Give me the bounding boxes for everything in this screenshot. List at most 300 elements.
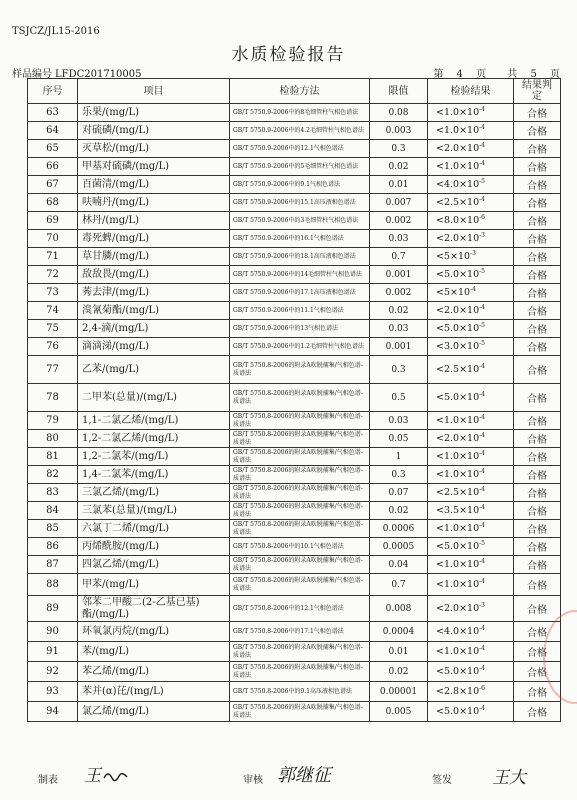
item-name: 1,2-二氯苯/(mg/L) (78, 448, 230, 466)
result-mantissa: <2.5×10 (436, 197, 480, 208)
limit-value: 0.07 (370, 484, 428, 502)
item-name: 乙苯/(mg/L) (78, 356, 230, 384)
result-exponent: -6 (479, 685, 485, 692)
limit-value: 0.5 (370, 384, 428, 412)
test-method: GB/T 5750.8-2006的附录A吹脱捕集/气相色谱-质谱法 (230, 384, 370, 412)
limit-value: 0.3 (370, 140, 428, 158)
item-name: 1,4-二氯苯/(mg/L) (78, 466, 230, 484)
limit-value: 0.04 (370, 556, 428, 574)
row-number: 66 (28, 158, 78, 176)
test-method: GB/T 5750.9-2006中的13气相色谱法 (230, 320, 370, 338)
result-exponent: -4 (479, 391, 485, 398)
test-result (428, 140, 514, 158)
row-number: 94 (28, 702, 78, 722)
row-number: 93 (28, 682, 78, 702)
row-number: 85 (28, 520, 78, 538)
result-mantissa: <5.0×10 (436, 392, 480, 403)
report-title: 水质检验报告 (231, 45, 346, 65)
result-mantissa: <1.0×10 (436, 107, 480, 118)
result-exponent: -4 (470, 286, 476, 293)
row-number: 86 (28, 538, 78, 556)
total-label-2: 页 (550, 69, 560, 80)
limit-value: 0.03 (370, 230, 428, 248)
verdict: 合格 (514, 284, 561, 302)
table-row (28, 302, 561, 320)
limit-value: 0.7 (370, 248, 428, 266)
verdict: 合格 (514, 682, 561, 702)
test-method: GB/T 5750.8-2006的附录A吹脱捕集/气相色谱-质谱法 (230, 520, 370, 538)
result-exponent: -4 (479, 142, 485, 149)
result-exponent: -4 (479, 304, 485, 311)
verdict: 合格 (514, 122, 561, 140)
result-exponent: -4 (479, 196, 485, 203)
limit-value: 0.0006 (370, 520, 428, 538)
item-name: 2,4-滴/(mg/L) (78, 320, 230, 338)
item-name: 二甲苯(总量)/(mg/L) (78, 384, 230, 412)
table-row (28, 448, 561, 466)
row-number: 70 (28, 230, 78, 248)
result-exponent: -5 (479, 340, 485, 347)
result-exponent: -6 (479, 214, 485, 221)
row-number: 92 (28, 662, 78, 682)
result-exponent: -4 (479, 645, 485, 652)
result-mantissa: <1.0×10 (436, 451, 480, 462)
item-name: 氯乙烯/(mg/L) (78, 702, 230, 722)
table-row (28, 682, 561, 702)
test-result (428, 702, 514, 722)
result-mantissa: <5×10 (436, 251, 471, 262)
test-result (428, 158, 514, 176)
page-label-2: 页 (476, 69, 487, 80)
table-row (28, 320, 561, 338)
verdict: 合格 (514, 338, 561, 356)
verdict: 合格 (514, 412, 561, 430)
test-method: GB/T 5750.9-2006中的11.1气相色谱法 (230, 302, 370, 320)
test-method: GB/T 5750.8-2006中的17.1气相色谱法 (230, 622, 370, 642)
reviewed-label: 审核 (243, 775, 263, 786)
verdict: 合格 (514, 104, 561, 122)
test-method: GB/T 5750.9-2006中的18.1高压液相色谱法 (230, 248, 370, 266)
verdict: 合格 (514, 266, 561, 284)
row-number: 76 (28, 338, 78, 356)
test-method: GB/T 5750.8-2006的附录A吹脱捕集/气相色谱-质谱法 (230, 356, 370, 384)
table-row (28, 622, 561, 642)
verdict: 合格 (514, 384, 561, 412)
test-method: GB/T 5750.9-2006中的4.2毛细管柱气相色谱法 (230, 122, 370, 140)
prepared-signature (82, 764, 132, 790)
verdict: 合格 (514, 140, 561, 158)
item-name: 三氯乙烯/(mg/L) (78, 484, 230, 502)
result-exponent: -4 (479, 106, 485, 113)
test-result (428, 356, 514, 384)
result-exponent: -4 (479, 124, 485, 131)
test-method: GB/T 5750.9-2006中的5毛细管柱气相色谱法 (230, 158, 370, 176)
limit-value: 0.02 (370, 302, 428, 320)
verdict: 合格 (514, 484, 561, 502)
table-row (28, 212, 561, 230)
result-exponent: -4 (479, 468, 485, 475)
result-mantissa: <1.0×10 (436, 579, 480, 590)
results-table-wrap (27, 78, 560, 722)
result-mantissa: <5.0×10 (436, 323, 480, 334)
limit-value: 0.002 (370, 284, 428, 302)
limit-value: 0.001 (370, 338, 428, 356)
item-name: 对硫磷/(mg/L) (78, 122, 230, 140)
test-result (428, 384, 514, 412)
test-result (428, 502, 514, 520)
row-number: 74 (28, 302, 78, 320)
test-result (428, 556, 514, 574)
limit-value: 0.05 (370, 430, 428, 448)
row-number: 80 (28, 430, 78, 448)
result-exponent: -5 (479, 540, 485, 547)
test-method: GB/T 5750.8-2006的附录A吹脱捕集/气相色谱-质谱法 (230, 702, 370, 722)
table-row (28, 194, 561, 212)
table-row (28, 384, 561, 412)
result-mantissa: <8.0×10 (436, 215, 480, 226)
row-number: 89 (28, 596, 78, 622)
test-method: GB/T 5750.9-2006中的3毛细管柱气相色谱法 (230, 212, 370, 230)
test-method: GB/T 5750.9-2006中的9.1气相色谱法 (230, 176, 370, 194)
test-method: GB/T 5750.9-2006中的1.2毛细管柱气相色谱法 (230, 338, 370, 356)
result-mantissa: <3.5×10 (436, 505, 480, 516)
result-exponent: -5 (479, 178, 485, 185)
test-result (428, 230, 514, 248)
item-name: 毒死蜱/(mg/L) (78, 230, 230, 248)
result-mantissa: <2.5×10 (436, 487, 480, 498)
verdict: 合格 (514, 320, 561, 338)
limit-value: 0.01 (370, 642, 428, 662)
test-result (428, 320, 514, 338)
test-result (428, 412, 514, 430)
table-row (28, 662, 561, 682)
result-mantissa: <2.5×10 (436, 364, 480, 375)
result-exponent: -4 (479, 160, 485, 167)
row-number: 71 (28, 248, 78, 266)
table-row (28, 642, 561, 662)
test-method: GB/T 5750.9-2006中的8毛细管柱气相色谱法 (230, 104, 370, 122)
test-result (428, 682, 514, 702)
issued-label: 签发 (432, 775, 452, 786)
table-row (28, 140, 561, 158)
col-header-item: 项目 (78, 79, 230, 104)
verdict: 合格 (514, 642, 561, 662)
limit-value: 0.3 (370, 466, 428, 484)
result-mantissa: <1.0×10 (436, 469, 480, 480)
table-row (28, 338, 561, 356)
verdict: 合格 (514, 466, 561, 484)
row-number: 63 (28, 104, 78, 122)
item-name: 1,1-二氯乙烯/(mg/L) (78, 412, 230, 430)
verdict: 合格 (514, 194, 561, 212)
result-mantissa: <1.0×10 (436, 125, 480, 136)
sample-number-value: LFDC201710005 (55, 69, 142, 80)
limit-value: 0.001 (370, 266, 428, 284)
row-number: 77 (28, 356, 78, 384)
table-row (28, 484, 561, 502)
table-row (28, 556, 561, 574)
table-row (28, 502, 561, 520)
result-mantissa: <4.0×10 (436, 626, 480, 637)
table-row (28, 248, 561, 266)
row-number: 84 (28, 502, 78, 520)
item-name: 环氧氯丙烷/(mg/L) (78, 622, 230, 642)
col-header-no: 序号 (28, 79, 78, 104)
test-method: GB/T 5750.8-2006的附录A吹脱捕集/气相色谱-质谱法 (230, 484, 370, 502)
result-mantissa: <2.0×10 (436, 233, 480, 244)
limit-value: 0.0004 (370, 622, 428, 642)
row-number: 79 (28, 412, 78, 430)
row-number: 65 (28, 140, 78, 158)
svg-text:王: 王 (84, 766, 101, 786)
page-label-1: 第 (433, 69, 444, 80)
reviewed-by (243, 771, 263, 786)
test-result (428, 338, 514, 356)
result-mantissa: <5.0×10 (436, 541, 480, 552)
test-method: GB/T 5750.8-2006中的12.1气相色谱法 (230, 596, 370, 622)
item-name: 草甘膦/(mg/L) (78, 248, 230, 266)
row-number: 88 (28, 574, 78, 596)
row-number: 68 (28, 194, 78, 212)
total-label-1: 共 (507, 69, 518, 80)
row-number: 82 (28, 466, 78, 484)
row-number: 69 (28, 212, 78, 230)
limit-value: 0.008 (370, 596, 428, 622)
test-result (428, 662, 514, 682)
item-name: 溴氰菊酯/(mg/L) (78, 302, 230, 320)
item-name: 苯并(α)芘/(mg/L) (78, 682, 230, 702)
test-method: GB/T 5750.8-2006的附录A吹脱捕集/气相色谱-质谱法 (230, 574, 370, 596)
test-result (428, 448, 514, 466)
limit-value: 0.02 (370, 158, 428, 176)
test-method: GB/T 5750.9-2006中的14毛细管柱气相色谱法 (230, 266, 370, 284)
table-body (28, 104, 561, 722)
result-mantissa: <4.0×10 (436, 179, 480, 190)
result-mantissa: <5.0×10 (436, 706, 480, 717)
verdict: 合格 (514, 702, 561, 722)
verdict: 合格 (514, 538, 561, 556)
result-mantissa: <3.0×10 (436, 341, 480, 352)
verdict: 合格 (514, 158, 561, 176)
test-result (428, 284, 514, 302)
verdict: 合格 (514, 356, 561, 384)
table-row (28, 574, 561, 596)
table-row (28, 104, 561, 122)
test-result (428, 176, 514, 194)
table-row (28, 466, 561, 484)
test-result (428, 520, 514, 538)
table-row (28, 356, 561, 384)
results-table (27, 78, 561, 722)
verdict: 合格 (514, 176, 561, 194)
result-mantissa: <2.0×10 (436, 603, 480, 614)
table-row (28, 702, 561, 722)
limit-value: 0.03 (370, 320, 428, 338)
limit-value: 0.01 (370, 176, 428, 194)
verdict: 合格 (514, 596, 561, 622)
test-result (428, 538, 514, 556)
test-method: GB/T 5750.9-2006中的17.1高压液相色谱法 (230, 284, 370, 302)
test-result (428, 104, 514, 122)
test-result (428, 596, 514, 622)
item-name: 甲基对硫磷/(mg/L) (78, 158, 230, 176)
table-row (28, 176, 561, 194)
table-row (28, 596, 561, 622)
test-result (428, 212, 514, 230)
item-name: 三氯苯(总量)/(mg/L) (78, 502, 230, 520)
table-row (28, 520, 561, 538)
test-result (428, 122, 514, 140)
test-result (428, 302, 514, 320)
result-exponent: -3 (470, 250, 476, 257)
test-method: GB/T 5750.8-2006的附录A吹脱捕集/气相色谱-质谱法 (230, 502, 370, 520)
result-mantissa: <1.0×10 (436, 523, 480, 534)
table-header-row (28, 79, 561, 104)
item-name: 苯乙烯/(mg/L) (78, 662, 230, 682)
result-exponent: -3 (479, 232, 485, 239)
row-number: 75 (28, 320, 78, 338)
item-name: 六氯丁二烯/(mg/L) (78, 520, 230, 538)
verdict: 合格 (514, 230, 561, 248)
table-row (28, 158, 561, 176)
result-mantissa: <5×10 (436, 287, 471, 298)
item-name: 1,2-二氯乙烯/(mg/L) (78, 430, 230, 448)
svg-text:王大: 王大 (492, 768, 526, 788)
test-result (428, 248, 514, 266)
verdict: 合格 (514, 212, 561, 230)
verdict: 合格 (514, 502, 561, 520)
total-pages: 5 (530, 69, 537, 80)
test-method: GB/T 5750.8-2006的附录A吹脱捕集/气相色谱-质谱法 (230, 430, 370, 448)
test-result (428, 194, 514, 212)
item-name: 滴滴涕/(mg/L) (78, 338, 230, 356)
verdict: 合格 (514, 520, 561, 538)
verdict: 合格 (514, 430, 561, 448)
sample-number-label: 样品编号 (12, 69, 52, 80)
result-mantissa: <1.0×10 (436, 161, 480, 172)
test-method: GB/T 5750.9-2006中的16.1气相色谱法 (230, 230, 370, 248)
limit-value: 0.002 (370, 212, 428, 230)
item-name: 呋喃丹/(mg/L) (78, 194, 230, 212)
test-result (428, 622, 514, 642)
limit-value: 1 (370, 448, 428, 466)
result-mantissa: <5.0×10 (436, 269, 480, 280)
test-result (428, 430, 514, 448)
result-exponent: -4 (479, 578, 485, 585)
result-mantissa: <2.0×10 (436, 305, 480, 316)
row-number: 83 (28, 484, 78, 502)
prepared-label: 制表 (38, 775, 58, 786)
test-method: GB/T 5750.8-2006的附录A吹脱捕集/气相色谱-质谱法 (230, 466, 370, 484)
test-method: GB/T 5750.9-2006中的12.1气相色谱法 (230, 140, 370, 158)
result-mantissa: <2.8×10 (436, 686, 480, 697)
issued-by (432, 771, 452, 786)
item-name: 四氯乙烯/(mg/L) (78, 556, 230, 574)
result-exponent: -4 (479, 558, 485, 565)
test-result (428, 484, 514, 502)
table-row (28, 538, 561, 556)
test-result (428, 266, 514, 284)
verdict: 合格 (514, 448, 561, 466)
item-name: 百菌清/(mg/L) (78, 176, 230, 194)
item-name: 邻苯二甲酸二(2-乙基已基)酯/(mg/L) (78, 596, 230, 622)
row-number: 81 (28, 448, 78, 466)
table-row (28, 430, 561, 448)
result-exponent: -4 (479, 522, 485, 529)
test-method: GB/T 5750.8-2006的附录A吹脱捕集/气相色谱-质谱法 (230, 556, 370, 574)
limit-value: 0.08 (370, 104, 428, 122)
table-row (28, 266, 561, 284)
limit-value: 0.7 (370, 574, 428, 596)
test-result (428, 574, 514, 596)
result-exponent: -4 (479, 414, 485, 421)
item-name: 甲苯/(mg/L) (78, 574, 230, 596)
result-exponent: -4 (479, 363, 485, 370)
col-header-limit: 限值 (370, 79, 428, 104)
limit-value: 0.03 (370, 412, 428, 430)
table-row (28, 412, 561, 430)
col-header-method: 检验方法 (230, 79, 370, 104)
page-number: 4 (456, 69, 463, 80)
item-name: 丙烯酰胺/(mg/L) (78, 538, 230, 556)
row-number: 78 (28, 384, 78, 412)
prepared-by (38, 771, 58, 786)
result-mantissa: <2.0×10 (436, 433, 480, 444)
result-mantissa: <1.0×10 (436, 559, 480, 570)
test-method: GB/T 5750.9-2006中的15.1高压液相色谱法 (230, 194, 370, 212)
limit-value: 0.02 (370, 662, 428, 682)
verdict: 合格 (514, 622, 561, 642)
doc-code: TSJCZ/JL15-2016 (12, 26, 100, 37)
col-header-result: 检验结果 (428, 79, 514, 104)
item-name: 莠去津/(mg/L) (78, 284, 230, 302)
test-method: GB/T 5750.8-2006的附录A吹脱捕集/气相色谱-质谱法 (230, 448, 370, 466)
limit-value: 0.02 (370, 502, 428, 520)
reviewed-signature (275, 762, 345, 790)
test-method: GB/T 5750.8-2006的附录A吹脱捕集/气相色谱-质谱法 (230, 412, 370, 430)
test-method: GB/T 5750.8-2006中的10.1气相色谱法 (230, 538, 370, 556)
verdict: 合格 (514, 662, 561, 682)
col-header-verdict: 结果判定 (514, 79, 561, 104)
result-exponent: -3 (479, 602, 485, 609)
result-exponent: -4 (479, 625, 485, 632)
result-exponent: -4 (479, 432, 485, 439)
limit-value: 0.00001 (370, 682, 428, 702)
table-row (28, 284, 561, 302)
item-name: 灭草松/(mg/L) (78, 140, 230, 158)
limit-value: 0.003 (370, 122, 428, 140)
result-mantissa: <1.0×10 (436, 646, 480, 657)
item-name: 苯/(mg/L) (78, 642, 230, 662)
verdict: 合格 (514, 574, 561, 596)
limit-value: 0.0005 (370, 538, 428, 556)
svg-text:郭继征: 郭继征 (277, 765, 331, 786)
test-method: GB/T 5750.8-2006的附录A吹脱捕集/气相色谱-质谱法 (230, 662, 370, 682)
test-method: GB/T 5750.8-2006中的9.1高压液相色谱法 (230, 682, 370, 702)
verdict: 合格 (514, 556, 561, 574)
item-name: 乐果/(mg/L) (78, 104, 230, 122)
verdict: 合格 (514, 248, 561, 266)
table-row (28, 122, 561, 140)
result-exponent: -4 (479, 504, 485, 511)
limit-value: 0.007 (370, 194, 428, 212)
test-result (428, 642, 514, 662)
row-number: 64 (28, 122, 78, 140)
row-number: 73 (28, 284, 78, 302)
test-result (428, 466, 514, 484)
item-name: 敌敌畏/(mg/L) (78, 266, 230, 284)
row-number: 90 (28, 622, 78, 642)
